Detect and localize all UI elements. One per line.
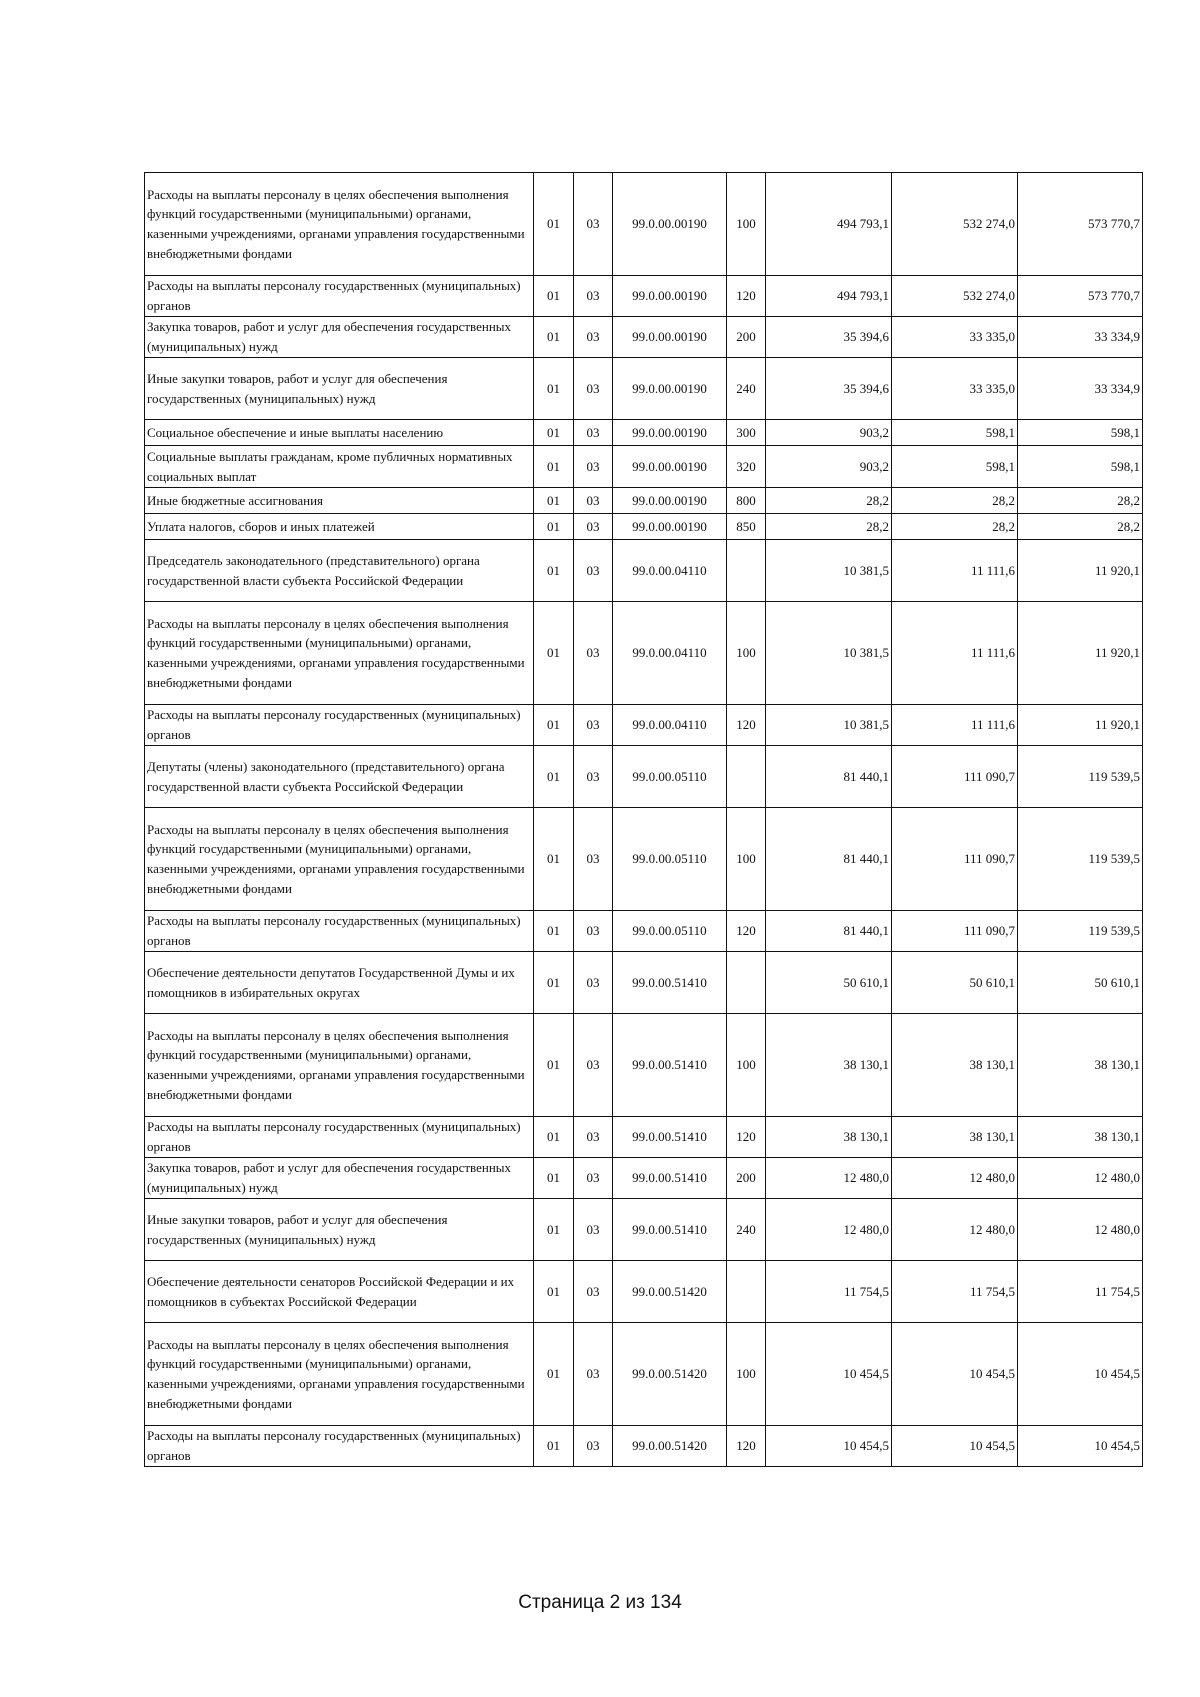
section-code-cell: 01: [534, 1323, 574, 1426]
amount-year3-cell: 598,1: [1018, 446, 1143, 488]
section-code-cell: 01: [534, 420, 574, 446]
amount-year3-cell: 119 539,5: [1018, 746, 1143, 808]
section-code-cell: 01: [534, 1426, 574, 1467]
amount-year3-cell: 11 920,1: [1018, 705, 1143, 746]
row-name-cell: Расходы на выплаты персоналу в целях обеспечения выполнения функций государственными (муниципальными) органами, казенными учреждениями, органами управления государственными внебюджетными фондами: [145, 808, 534, 911]
expense-type-cell: 100: [727, 602, 766, 705]
row-name-cell: Расходы на выплаты персоналу в целях обеспечения выполнения функций государственными (муниципальными) органами, казенными учреждениями, органами управления государственными внебюджетными фондами: [145, 173, 534, 276]
amount-year1-cell: 81 440,1: [766, 746, 892, 808]
amount-year1-cell: 903,2: [766, 446, 892, 488]
table-row: [145, 952, 1143, 1014]
subsection-code-cell: 03: [574, 952, 613, 1014]
subsection-code-cell: 03: [574, 317, 613, 358]
target-article-cell: 99.0.00.05110: [613, 808, 727, 911]
target-article-cell: 99.0.00.51420: [613, 1323, 727, 1426]
amount-year1-cell: 903,2: [766, 420, 892, 446]
expense-type-cell: 100: [727, 1014, 766, 1117]
subsection-code-cell: 03: [574, 1426, 613, 1467]
amount-year1-cell: 12 480,0: [766, 1199, 892, 1261]
table-row: [145, 808, 1143, 911]
amount-year1-cell: 10 381,5: [766, 705, 892, 746]
amount-year3-cell: 10 454,5: [1018, 1426, 1143, 1467]
subsection-code-cell: 03: [574, 488, 613, 514]
table-row: [145, 420, 1143, 446]
amount-year1-cell: 10 454,5: [766, 1426, 892, 1467]
table-row: [145, 514, 1143, 540]
amount-year2-cell: 11 111,6: [892, 540, 1018, 602]
section-code-cell: 01: [534, 1261, 574, 1323]
amount-year1-cell: 81 440,1: [766, 911, 892, 952]
page-number: Страница 2 из 134: [518, 1592, 682, 1613]
section-code-cell: 01: [534, 173, 574, 276]
amount-year2-cell: 28,2: [892, 488, 1018, 514]
amount-year2-cell: 12 480,0: [892, 1199, 1018, 1261]
row-name-cell: Расходы на выплаты персоналу в целях обеспечения выполнения функций государственными (муниципальными) органами, казенными учреждениями, органами управления государственными внебюджетными фондами: [145, 1323, 534, 1426]
expense-type-cell: 120: [727, 276, 766, 317]
amount-year3-cell: 38 130,1: [1018, 1117, 1143, 1158]
row-name-cell: Закупка товаров, работ и услуг для обеспечения государственных (муниципальных) нужд: [145, 1158, 534, 1199]
amount-year3-cell: 38 130,1: [1018, 1014, 1143, 1117]
row-name-cell: Закупка товаров, работ и услуг для обеспечения государственных (муниципальных) нужд: [145, 317, 534, 358]
target-article-cell: 99.0.00.00190: [613, 358, 727, 420]
table-row: [145, 746, 1143, 808]
amount-year1-cell: 494 793,1: [766, 276, 892, 317]
amount-year1-cell: 494 793,1: [766, 173, 892, 276]
amount-year1-cell: 38 130,1: [766, 1014, 892, 1117]
section-code-cell: 01: [534, 488, 574, 514]
budget-table: [144, 172, 1143, 1467]
row-name-cell: Иные бюджетные ассигнования: [145, 488, 534, 514]
row-name-cell: Расходы на выплаты персоналу государственных (муниципальных) органов: [145, 911, 534, 952]
target-article-cell: 99.0.00.04110: [613, 705, 727, 746]
subsection-code-cell: 03: [574, 276, 613, 317]
amount-year1-cell: 10 454,5: [766, 1323, 892, 1426]
target-article-cell: 99.0.00.51420: [613, 1261, 727, 1323]
section-code-cell: 01: [534, 317, 574, 358]
table-row: [145, 1014, 1143, 1117]
section-code-cell: 01: [534, 1199, 574, 1261]
expense-type-cell: 120: [727, 1426, 766, 1467]
expense-type-cell: 320: [727, 446, 766, 488]
amount-year2-cell: 532 274,0: [892, 173, 1018, 276]
amount-year1-cell: 35 394,6: [766, 317, 892, 358]
target-article-cell: 99.0.00.00190: [613, 446, 727, 488]
subsection-code-cell: 03: [574, 1199, 613, 1261]
amount-year2-cell: 10 454,5: [892, 1323, 1018, 1426]
expense-type-cell: 800: [727, 488, 766, 514]
table-row: [145, 705, 1143, 746]
amount-year3-cell: 28,2: [1018, 488, 1143, 514]
target-article-cell: 99.0.00.05110: [613, 911, 727, 952]
section-code-cell: 01: [534, 1117, 574, 1158]
amount-year2-cell: 598,1: [892, 446, 1018, 488]
target-article-cell: 99.0.00.00190: [613, 488, 727, 514]
amount-year2-cell: 10 454,5: [892, 1426, 1018, 1467]
expense-type-cell: [727, 540, 766, 602]
subsection-code-cell: 03: [574, 173, 613, 276]
table-row: [145, 1158, 1143, 1199]
amount-year1-cell: 11 754,5: [766, 1261, 892, 1323]
amount-year1-cell: 38 130,1: [766, 1117, 892, 1158]
table-row: [145, 173, 1143, 276]
table-row: [145, 602, 1143, 705]
section-code-cell: 01: [534, 446, 574, 488]
section-code-cell: 01: [534, 602, 574, 705]
amount-year3-cell: 573 770,7: [1018, 276, 1143, 317]
expense-type-cell: 200: [727, 1158, 766, 1199]
expense-type-cell: 100: [727, 808, 766, 911]
amount-year2-cell: 11 754,5: [892, 1261, 1018, 1323]
subsection-code-cell: 03: [574, 1158, 613, 1199]
section-code-cell: 01: [534, 1014, 574, 1117]
row-name-cell: Депутаты (члены) законодательного (представительного) органа государственной власти субъекта Российской Федерации: [145, 746, 534, 808]
expense-type-cell: [727, 952, 766, 1014]
subsection-code-cell: 03: [574, 420, 613, 446]
amount-year3-cell: 12 480,0: [1018, 1199, 1143, 1261]
target-article-cell: 99.0.00.00190: [613, 420, 727, 446]
expense-type-cell: 240: [727, 358, 766, 420]
subsection-code-cell: 03: [574, 446, 613, 488]
section-code-cell: 01: [534, 808, 574, 911]
expense-type-cell: [727, 1261, 766, 1323]
amount-year3-cell: 598,1: [1018, 420, 1143, 446]
amount-year2-cell: 111 090,7: [892, 911, 1018, 952]
table-row: [145, 1199, 1143, 1261]
amount-year2-cell: 38 130,1: [892, 1117, 1018, 1158]
row-name-cell: Уплата налогов, сборов и иных платежей: [145, 514, 534, 540]
subsection-code-cell: 03: [574, 705, 613, 746]
amount-year3-cell: 33 334,9: [1018, 358, 1143, 420]
target-article-cell: 99.0.00.51420: [613, 1426, 727, 1467]
section-code-cell: 01: [534, 705, 574, 746]
table-row: [145, 358, 1143, 420]
target-article-cell: 99.0.00.00190: [613, 276, 727, 317]
subsection-code-cell: 03: [574, 911, 613, 952]
amount-year2-cell: 11 111,6: [892, 705, 1018, 746]
amount-year3-cell: 573 770,7: [1018, 173, 1143, 276]
table-row: [145, 446, 1143, 488]
expense-type-cell: [727, 746, 766, 808]
amount-year3-cell: 11 920,1: [1018, 602, 1143, 705]
target-article-cell: 99.0.00.04110: [613, 540, 727, 602]
expense-type-cell: 120: [727, 911, 766, 952]
table-row: [145, 317, 1143, 358]
row-name-cell: Обеспечение деятельности сенаторов Российской Федерации и их помощников в субъектах Российской Федерации: [145, 1261, 534, 1323]
section-code-cell: 01: [534, 358, 574, 420]
amount-year1-cell: 35 394,6: [766, 358, 892, 420]
subsection-code-cell: 03: [574, 514, 613, 540]
amount-year3-cell: 33 334,9: [1018, 317, 1143, 358]
row-name-cell: Иные закупки товаров, работ и услуг для обеспечения государственных (муниципальных) нужд: [145, 358, 534, 420]
target-article-cell: 99.0.00.51410: [613, 1014, 727, 1117]
section-code-cell: 01: [534, 514, 574, 540]
section-code-cell: 01: [534, 746, 574, 808]
expense-type-cell: 850: [727, 514, 766, 540]
amount-year3-cell: 119 539,5: [1018, 911, 1143, 952]
amount-year1-cell: 10 381,5: [766, 540, 892, 602]
row-name-cell: Социальные выплаты гражданам, кроме публичных нормативных социальных выплат: [145, 446, 534, 488]
subsection-code-cell: 03: [574, 808, 613, 911]
expense-type-cell: 300: [727, 420, 766, 446]
amount-year2-cell: 50 610,1: [892, 952, 1018, 1014]
section-code-cell: 01: [534, 276, 574, 317]
amount-year3-cell: 119 539,5: [1018, 808, 1143, 911]
amount-year2-cell: 598,1: [892, 420, 1018, 446]
amount-year2-cell: 38 130,1: [892, 1014, 1018, 1117]
expense-type-cell: 200: [727, 317, 766, 358]
target-article-cell: 99.0.00.05110: [613, 746, 727, 808]
amount-year2-cell: 33 335,0: [892, 358, 1018, 420]
amount-year1-cell: 10 381,5: [766, 602, 892, 705]
amount-year3-cell: 10 454,5: [1018, 1323, 1143, 1426]
amount-year2-cell: 111 090,7: [892, 808, 1018, 911]
subsection-code-cell: 03: [574, 358, 613, 420]
section-code-cell: 01: [534, 540, 574, 602]
amount-year2-cell: 11 111,6: [892, 602, 1018, 705]
section-code-cell: 01: [534, 911, 574, 952]
row-name-cell: Расходы на выплаты персоналу в целях обеспечения выполнения функций государственными (муниципальными) органами, казенными учреждениями, органами управления государственными внебюджетными фондами: [145, 1014, 534, 1117]
row-name-cell: Обеспечение деятельности депутатов Государственной Думы и их помощников в избирательных округах: [145, 952, 534, 1014]
target-article-cell: 99.0.00.51410: [613, 1199, 727, 1261]
subsection-code-cell: 03: [574, 1014, 613, 1117]
amount-year1-cell: 28,2: [766, 488, 892, 514]
amount-year2-cell: 28,2: [892, 514, 1018, 540]
table-row: [145, 911, 1143, 952]
amount-year2-cell: 33 335,0: [892, 317, 1018, 358]
subsection-code-cell: 03: [574, 540, 613, 602]
subsection-code-cell: 03: [574, 1261, 613, 1323]
table-row: [145, 1426, 1143, 1467]
amount-year2-cell: 111 090,7: [892, 746, 1018, 808]
row-name-cell: Председатель законодательного (представительного) органа государственной власти субъекта Российской Федерации: [145, 540, 534, 602]
row-name-cell: Расходы на выплаты персоналу государственных (муниципальных) органов: [145, 1117, 534, 1158]
target-article-cell: 99.0.00.00190: [613, 514, 727, 540]
target-article-cell: 99.0.00.00190: [613, 173, 727, 276]
table-row: [145, 1323, 1143, 1426]
expense-type-cell: 100: [727, 173, 766, 276]
row-name-cell: Расходы на выплаты персоналу в целях обеспечения выполнения функций государственными (муниципальными) органами, казенными учреждениями, органами управления государственными внебюджетными фондами: [145, 602, 534, 705]
amount-year2-cell: 12 480,0: [892, 1158, 1018, 1199]
table-row: [145, 1261, 1143, 1323]
amount-year1-cell: 12 480,0: [766, 1158, 892, 1199]
amount-year3-cell: 12 480,0: [1018, 1158, 1143, 1199]
amount-year3-cell: 50 610,1: [1018, 952, 1143, 1014]
section-code-cell: 01: [534, 1158, 574, 1199]
table-row: [145, 276, 1143, 317]
target-article-cell: 99.0.00.51410: [613, 952, 727, 1014]
subsection-code-cell: 03: [574, 746, 613, 808]
expense-type-cell: 240: [727, 1199, 766, 1261]
expense-type-cell: 120: [727, 705, 766, 746]
target-article-cell: 99.0.00.00190: [613, 317, 727, 358]
target-article-cell: 99.0.00.51410: [613, 1158, 727, 1199]
row-name-cell: Расходы на выплаты персоналу государственных (муниципальных) органов: [145, 705, 534, 746]
expense-type-cell: 120: [727, 1117, 766, 1158]
expense-type-cell: 100: [727, 1323, 766, 1426]
subsection-code-cell: 03: [574, 1117, 613, 1158]
subsection-code-cell: 03: [574, 602, 613, 705]
amount-year1-cell: 28,2: [766, 514, 892, 540]
table-row: [145, 540, 1143, 602]
amount-year3-cell: 28,2: [1018, 514, 1143, 540]
target-article-cell: 99.0.00.51410: [613, 1117, 727, 1158]
budget-table-body: [145, 173, 1143, 1467]
row-name-cell: Иные закупки товаров, работ и услуг для обеспечения государственных (муниципальных) нужд: [145, 1199, 534, 1261]
table-row: [145, 488, 1143, 514]
amount-year3-cell: 11 754,5: [1018, 1261, 1143, 1323]
amount-year1-cell: 81 440,1: [766, 808, 892, 911]
row-name-cell: Расходы на выплаты персоналу государственных (муниципальных) органов: [145, 1426, 534, 1467]
row-name-cell: Расходы на выплаты персоналу государственных (муниципальных) органов: [145, 276, 534, 317]
section-code-cell: 01: [534, 952, 574, 1014]
amount-year3-cell: 11 920,1: [1018, 540, 1143, 602]
target-article-cell: 99.0.00.04110: [613, 602, 727, 705]
subsection-code-cell: 03: [574, 1323, 613, 1426]
amount-year1-cell: 50 610,1: [766, 952, 892, 1014]
row-name-cell: Социальное обеспечение и иные выплаты населению: [145, 420, 534, 446]
amount-year2-cell: 532 274,0: [892, 276, 1018, 317]
table-row: [145, 1117, 1143, 1158]
